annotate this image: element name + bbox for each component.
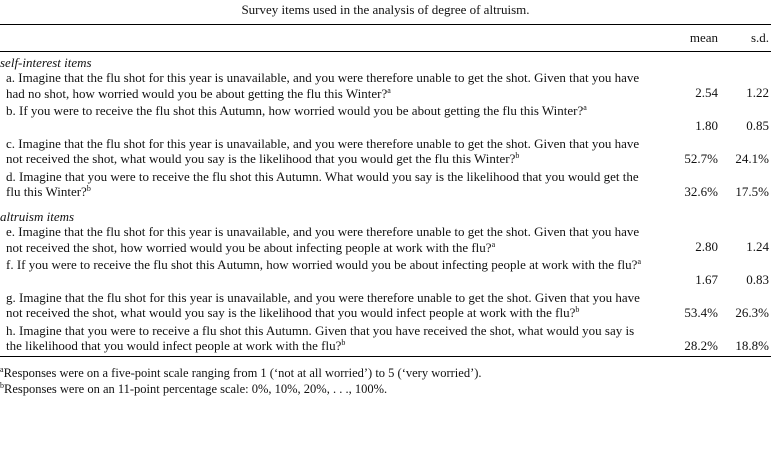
group-heading-row xyxy=(0,51,771,70)
header-row xyxy=(0,25,771,52)
item-text: c. Imagine that the flu shot for this year is unavailable, and you were therefore unable to get the shot. Given that you have not received the shot, what would you say is the likelihood that you would get the flu this Winter? xyxy=(6,135,640,166)
sd-cell: 1.22 xyxy=(746,85,769,100)
item-text: a. Imagine that the flu shot for this year is unavailable, and you were therefore unable to get the shot. Given that you have had no shot, how worried would you be about getting the flu this Winter? xyxy=(6,70,640,101)
footnote-marker: b xyxy=(86,184,91,193)
table-row xyxy=(0,169,771,202)
footnote-marker: a xyxy=(491,239,496,249)
mean-cell: 2.80 xyxy=(695,239,718,254)
mean-cell: 28.2% xyxy=(684,337,718,353)
sd-cell: 0.83 xyxy=(746,272,769,287)
table-caption: Survey items used in the analysis of degree of altruism. xyxy=(241,2,530,17)
sd-cell: 18.8% xyxy=(735,337,769,353)
table-row xyxy=(0,136,771,169)
header-item xyxy=(0,25,655,52)
group-title: altruism items xyxy=(0,208,75,224)
item-text: e. Imagine that the flu shot for this year is unavailable, and you were therefore unable to get the shot. Given that you have not received the shot, how worried would you be about infecting people at work with the flu? xyxy=(6,224,640,255)
mean-cell: 2.54 xyxy=(695,85,718,100)
mean-cell: 52.7% xyxy=(684,150,718,166)
sd-cell: 0.85 xyxy=(746,118,769,133)
sd-cell: 1.24 xyxy=(746,239,769,254)
table-body xyxy=(0,51,771,356)
table-row xyxy=(0,257,771,290)
item-text-cell xyxy=(0,169,655,202)
footnote-mark: a xyxy=(0,364,4,374)
item-text: h. Imagine that you were to receive a flu shot this Autumn. Given that you have received the shot, what would you say is the likelihood that you would infect people at work with the flu? xyxy=(6,322,635,353)
table-row xyxy=(0,290,771,323)
header-mean: mean xyxy=(689,30,718,45)
footnote-mark: b xyxy=(0,380,4,390)
footnote-marker: a xyxy=(637,257,641,266)
mean-cell: 1.67 xyxy=(695,272,718,287)
item-text-cell xyxy=(0,136,655,169)
item-text-cell xyxy=(0,103,655,136)
footnote-marker: b xyxy=(515,151,520,160)
item-text-cell xyxy=(0,323,655,357)
header-sd: s.d. xyxy=(750,30,769,45)
sd-cell: 24.1% xyxy=(735,150,769,166)
mean-cell: 1.80 xyxy=(695,118,718,133)
table-row xyxy=(0,70,771,103)
footnote-marker: b xyxy=(575,305,580,314)
survey-items-table xyxy=(0,24,771,357)
item-text-cell xyxy=(0,224,655,257)
footnote-marker: a xyxy=(387,85,391,95)
item-text-cell xyxy=(0,290,655,323)
item-text: d. Imagine that you were to receive the flu shot this Autumn. What would you say is the likelihood that you would get the flu this Winter? xyxy=(6,168,639,199)
item-text: f. If you were to receive the flu shot this Autumn, how worried would you be about infecting people at work with the flu? xyxy=(6,257,638,272)
footnote-text: Responses were on a five-point scale ranging from 1 (‘not at all worried’) to 5 (‘very worried’). xyxy=(3,365,482,380)
item-text-cell xyxy=(0,257,655,290)
footnote xyxy=(0,365,771,381)
footnote xyxy=(0,381,771,397)
group-title: self-interest items xyxy=(0,54,92,70)
table-row xyxy=(0,224,771,257)
table-row xyxy=(0,103,771,136)
table-row xyxy=(0,323,771,357)
sd-cell: 17.5% xyxy=(735,183,769,199)
item-text-cell xyxy=(0,70,655,103)
group-heading-row xyxy=(0,206,771,225)
item-text: g. Imagine that the flu shot for this year is unavailable, and you were therefore unable to get the shot. Given that you have not received the shot, what would you say is the likelihood that you would infect people at work with the flu? xyxy=(6,289,640,320)
sd-cell: 26.3% xyxy=(735,304,769,320)
mean-cell: 32.6% xyxy=(684,183,718,199)
footnote-marker: b xyxy=(341,338,346,347)
footnote-text: Responses were on an 11-point percentage scale: 0%, 10%, 20%, . . ., 100%. xyxy=(4,381,388,396)
footnote-marker: a xyxy=(583,103,587,112)
item-text: b. If you were to receive the flu shot this Autumn, how worried would you be about getting the flu this Winter? xyxy=(6,103,584,118)
footnotes xyxy=(0,357,771,397)
mean-cell: 53.4% xyxy=(684,304,718,320)
